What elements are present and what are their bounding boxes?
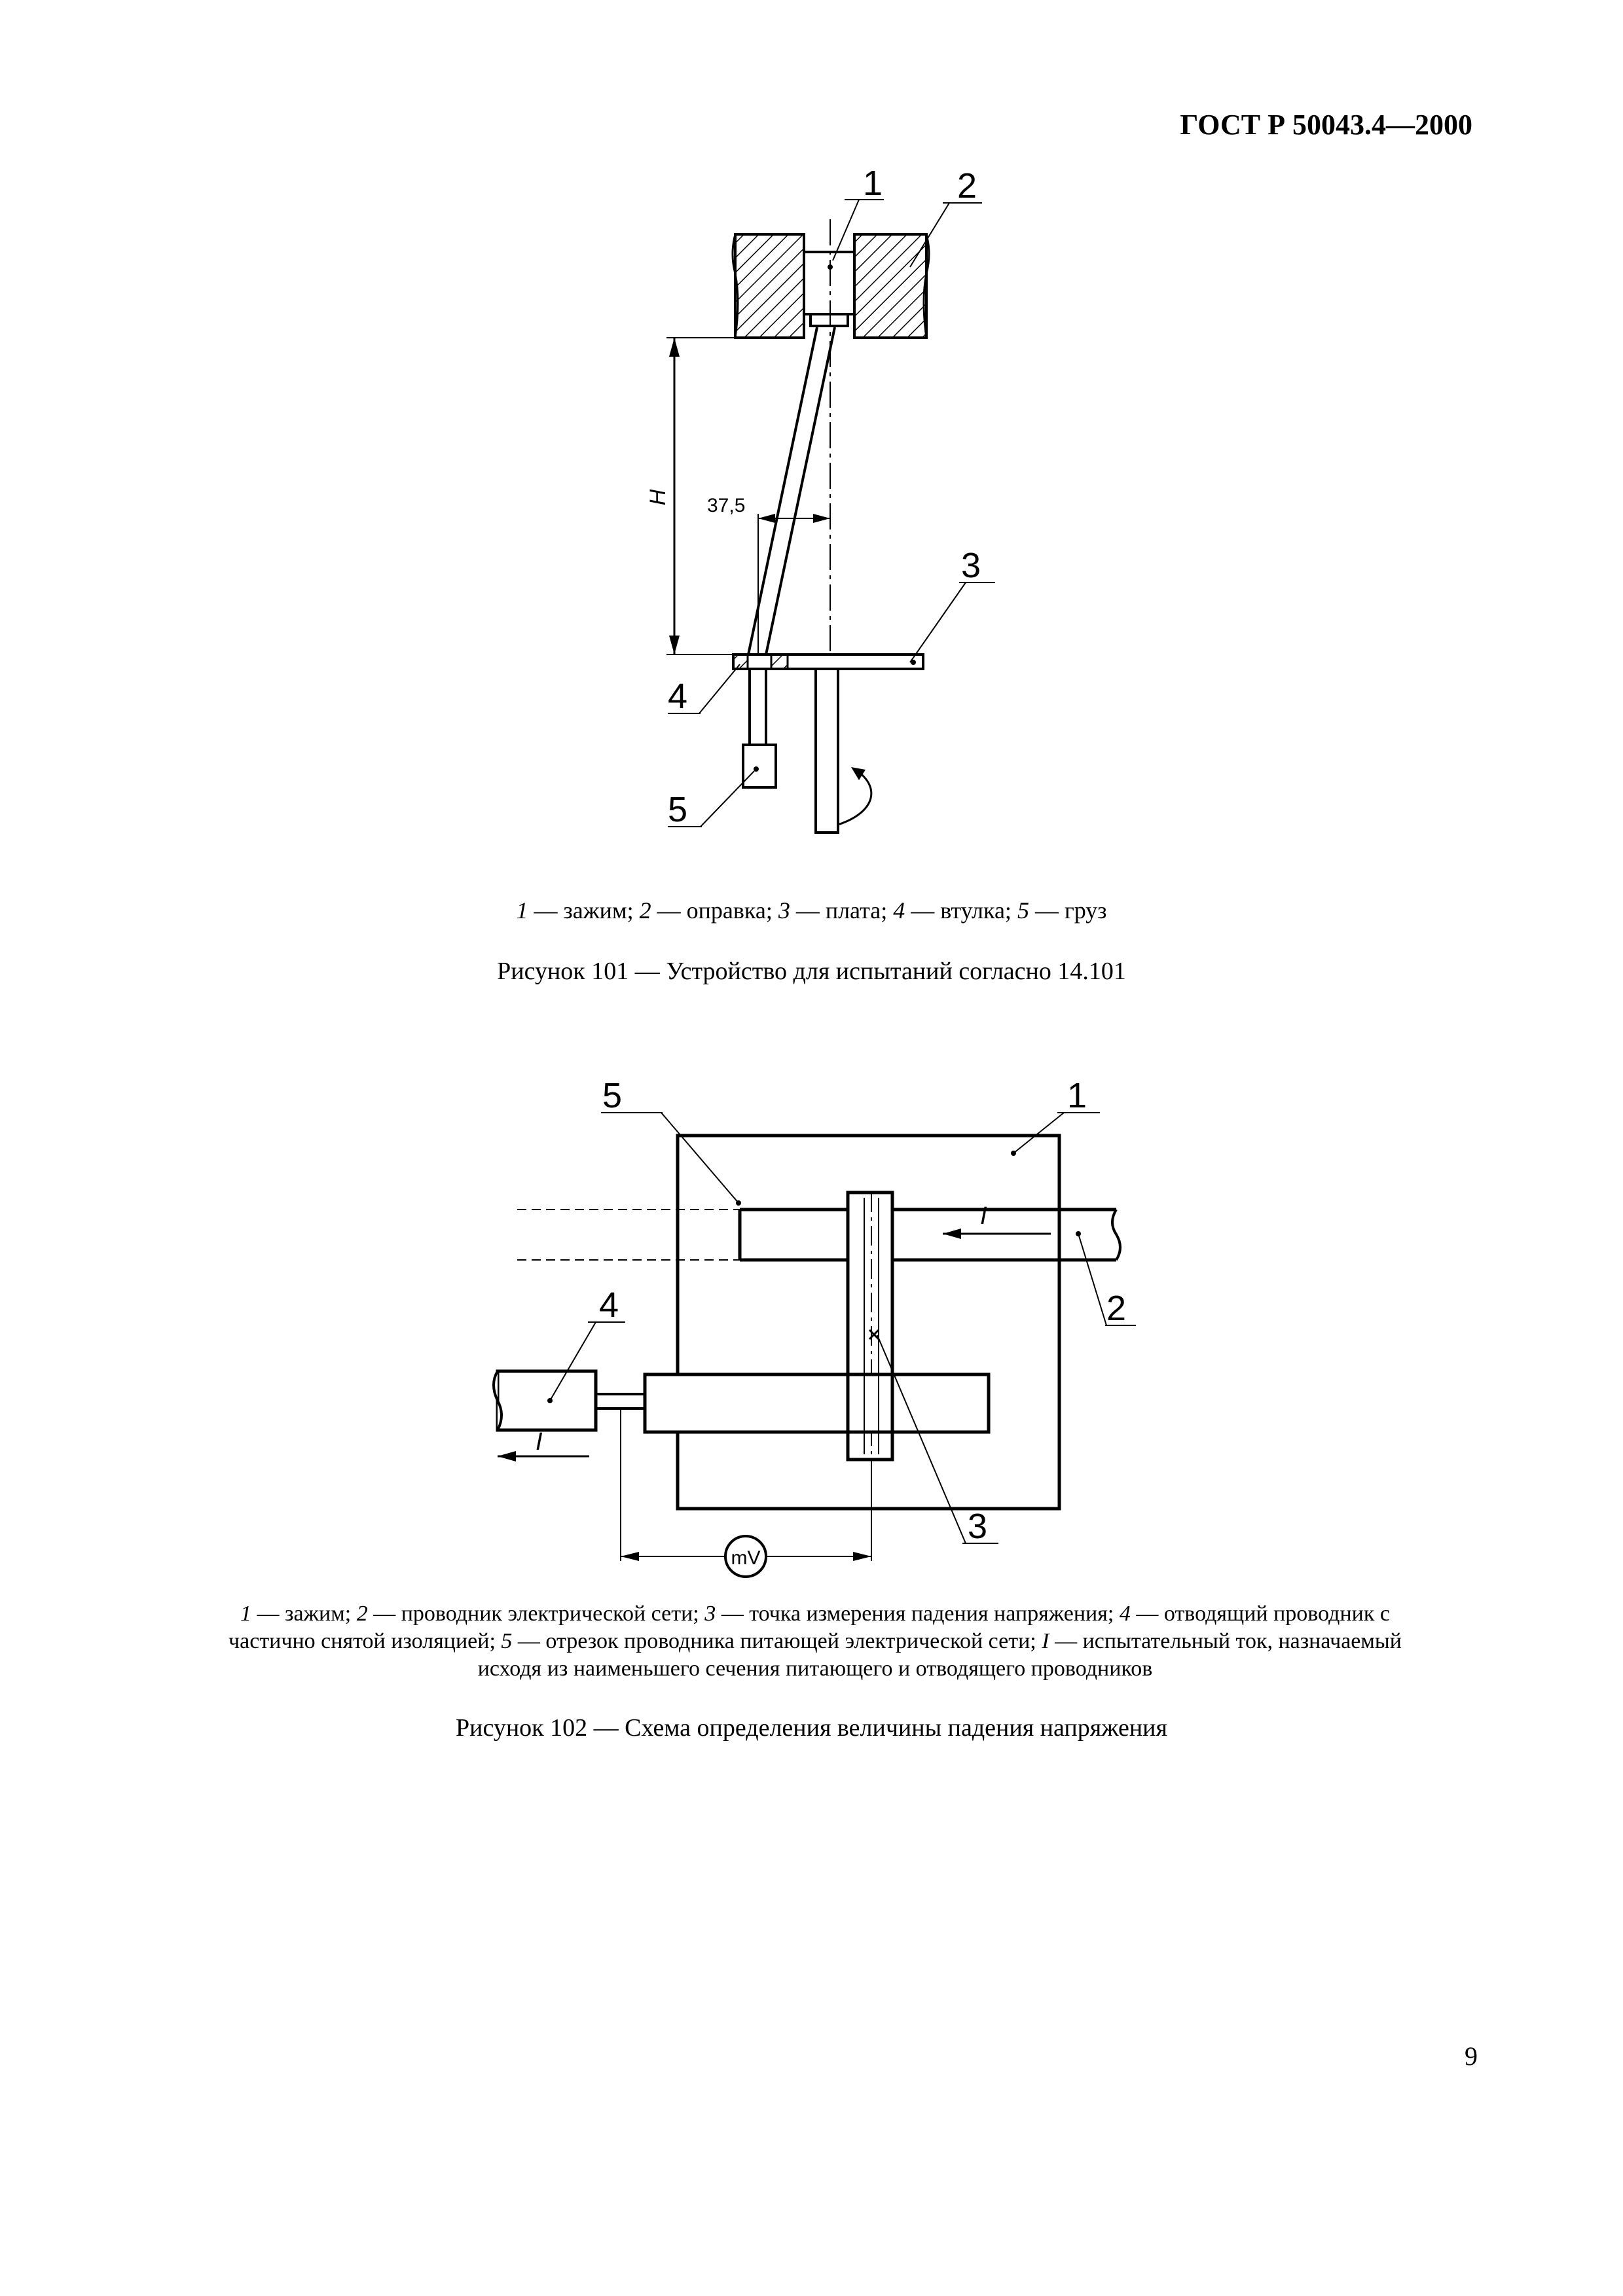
clamp bbox=[804, 252, 854, 314]
legend102-line-1 bbox=[160, 1600, 1470, 1628]
figure-102-legend bbox=[160, 1600, 1470, 1683]
legend101-text: — зажим; bbox=[528, 897, 640, 924]
legend102-line-3 bbox=[160, 1655, 1470, 1683]
legend102-text: частично снятой изоляцией; bbox=[228, 1629, 501, 1653]
figure-101-caption: Рисунок 101 — Устройство для испытаний согласно 14.101 bbox=[497, 958, 1126, 985]
plate bbox=[733, 655, 923, 669]
figure-101-diagram bbox=[589, 157, 1048, 884]
current-label-bottom: I bbox=[536, 1428, 543, 1456]
legend101-num: 4 bbox=[893, 897, 905, 924]
millivoltmeter-label: mV bbox=[731, 1547, 761, 1569]
callout-5: 5 bbox=[668, 790, 688, 829]
legend101-num: 3 bbox=[778, 897, 790, 924]
mandrel-left-block bbox=[735, 234, 804, 338]
document-header: ГОСТ Р 50043.4—2000 bbox=[1180, 109, 1472, 141]
legend102-text: — зажим; bbox=[251, 1602, 357, 1626]
legend101-num: 1 bbox=[516, 897, 528, 924]
figure-102-diagram bbox=[484, 1060, 1178, 1584]
mandrel-right-block bbox=[854, 234, 926, 338]
legend102-text: — отводящий проводник с bbox=[1130, 1602, 1390, 1626]
legend102-num: I bbox=[1042, 1629, 1049, 1653]
bushing-left bbox=[733, 655, 748, 669]
legend102-num: 1 bbox=[240, 1602, 252, 1626]
callout-1: 1 bbox=[863, 164, 883, 203]
legend102-text: — испытательный ток, назначаемый bbox=[1049, 1629, 1402, 1653]
callout-2: 2 bbox=[957, 166, 977, 206]
legend102-text: — проводник электрической сети; bbox=[367, 1602, 705, 1626]
legend102-text: — точка измерения падения напряжения; bbox=[716, 1602, 1120, 1626]
outgoing-conductor-strip bbox=[645, 1374, 989, 1432]
dimension-h-label: H bbox=[646, 489, 670, 506]
legend101-text: — груз bbox=[1029, 897, 1107, 924]
legend102-line-2 bbox=[160, 1628, 1470, 1655]
legend102-num: 5 bbox=[501, 1629, 513, 1653]
callout-4: 4 bbox=[668, 677, 688, 716]
legend101-num: 2 bbox=[639, 897, 651, 924]
legend102-num: 3 bbox=[704, 1602, 716, 1626]
legend102-num: 4 bbox=[1119, 1602, 1131, 1626]
rotation-shaft bbox=[816, 669, 838, 833]
figure-102-caption: Рисунок 102 — Схема определения величины падения напряжения bbox=[456, 1714, 1167, 1742]
figure-101-legend bbox=[0, 897, 1623, 924]
legend102-text: исходя из наименьшего сечения питающего и отводящего проводников bbox=[477, 1657, 1153, 1681]
outgoing-conductor-insulated bbox=[498, 1371, 596, 1430]
clamp-tip bbox=[811, 314, 848, 326]
current-label-top: I bbox=[980, 1202, 987, 1230]
dimension-offset-label: 37,5 bbox=[707, 495, 746, 516]
legend102-num: 2 bbox=[356, 1602, 368, 1626]
page-number: 9 bbox=[1465, 2041, 1478, 2071]
legend101-num: 5 bbox=[1017, 897, 1029, 924]
legend102-text: — отрезок проводника питающей электрической сети; bbox=[512, 1629, 1042, 1653]
callout-2: 2 bbox=[1106, 1289, 1127, 1328]
legend101-text: — оправка; bbox=[651, 897, 778, 924]
callout-4: 4 bbox=[599, 1285, 619, 1325]
callout-1: 1 bbox=[1067, 1076, 1087, 1115]
legend101-text: — втулка; bbox=[905, 897, 1017, 924]
callout-5: 5 bbox=[602, 1076, 623, 1115]
callout-3: 3 bbox=[961, 546, 981, 585]
weight bbox=[743, 745, 776, 787]
legend101-text: — плата; bbox=[790, 897, 894, 924]
bushing-right bbox=[771, 655, 788, 669]
callout-3: 3 bbox=[968, 1507, 988, 1546]
